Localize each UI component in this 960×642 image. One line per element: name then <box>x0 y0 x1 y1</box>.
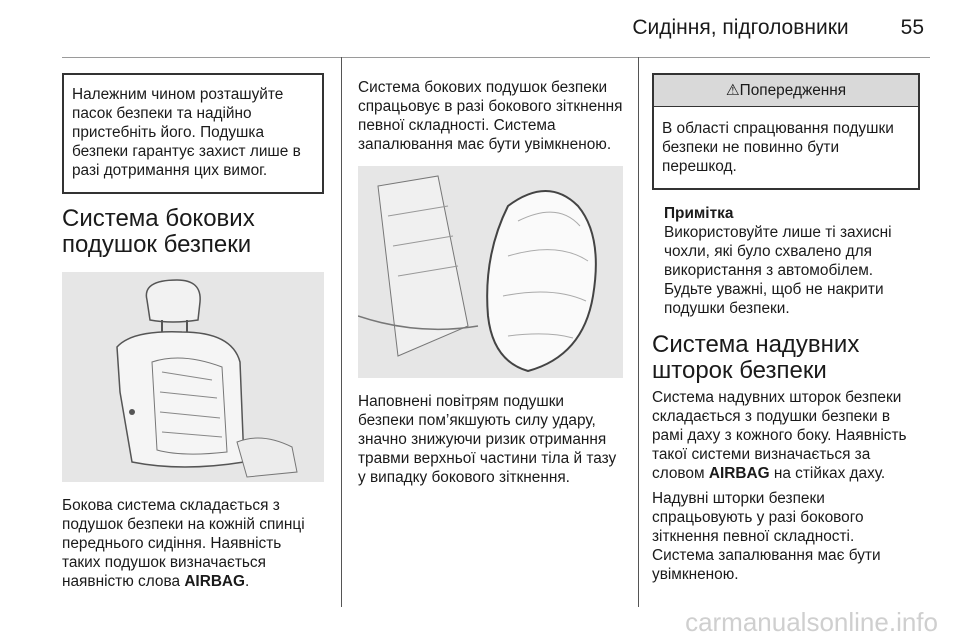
deployed-airbag-illustration <box>358 166 623 378</box>
column-divider-1 <box>341 57 342 607</box>
section-heading-side-airbags: Система бокових подушок безпеки <box>62 205 255 258</box>
deployment-paragraph: Система бокових подушок безпеки спрацьовує в разі бокового зіткнення певної складності. Система запалювання має бути увімкненою. <box>358 79 623 153</box>
info-box <box>62 73 324 194</box>
section-heading-curtain-airbags: Система надувних шторок безпеки <box>652 331 860 384</box>
seat-airbag-illustration <box>62 272 324 482</box>
column-divider-2 <box>638 57 639 607</box>
protection-paragraph: Наповнені повітрям подушки безпеки пом’якшують силу удару, значно знижуючи ризик отримання травми верхньої частини тіла й тазу у випадку бокового зіткнення. <box>358 393 617 486</box>
page-header <box>632 16 924 40</box>
warning-body <box>654 107 918 188</box>
note-text: Використовуйте лише ті захисні чохли, які було схвалено для використання з автомобілем. Будьте уважні, щоб не накрити подушки безпеки. <box>664 224 892 317</box>
column-3 <box>652 73 920 584</box>
info-box-text: Належним чином розташуйте пасок безпеки та надійно пристебніть його. Подушка безпеки гарантує захист лише в разі дотримання цих вимог. <box>72 86 301 179</box>
side-airbag-paragraph: Бокова система складається з подушок безпеки на кожній спинці переднього сидіння. Наявність таких подушок визначається наявністю слова AIRBAG. <box>62 497 305 590</box>
column-1 <box>62 73 324 591</box>
warning-text: В області спрацювання подушки безпеки не повинно бути перешкод. <box>662 120 894 175</box>
note-block <box>652 204 920 318</box>
airbag-label-2: AIRBAG <box>708 465 770 482</box>
airbag-label: AIRBAG <box>184 573 246 590</box>
page-number: 55 <box>900 16 924 39</box>
note-title: Примітка <box>664 205 734 222</box>
warning-header <box>654 75 918 107</box>
warning-icon: ⚠ <box>725 82 740 99</box>
curtain-paragraph-2: Надувні шторки безпеки спрацьовують у разі бокового зіткнення певної складності. Система запалювання має бути увімкненою. <box>652 490 881 583</box>
warning-box <box>652 73 920 190</box>
watermark: carmanualsonline.info <box>685 607 938 637</box>
curtain-paragraph-1: Система надувних шторок безпеки складається з подушки безпеки в рамі даху з кожного боку. Наявність такої системи визначається за словом AIRBAG на стійках даху. <box>652 389 907 482</box>
header-rule <box>62 57 930 58</box>
column-2 <box>358 78 623 487</box>
section-title: Сидіння, підголовники <box>632 16 849 39</box>
warning-title: Попередження <box>739 82 847 99</box>
